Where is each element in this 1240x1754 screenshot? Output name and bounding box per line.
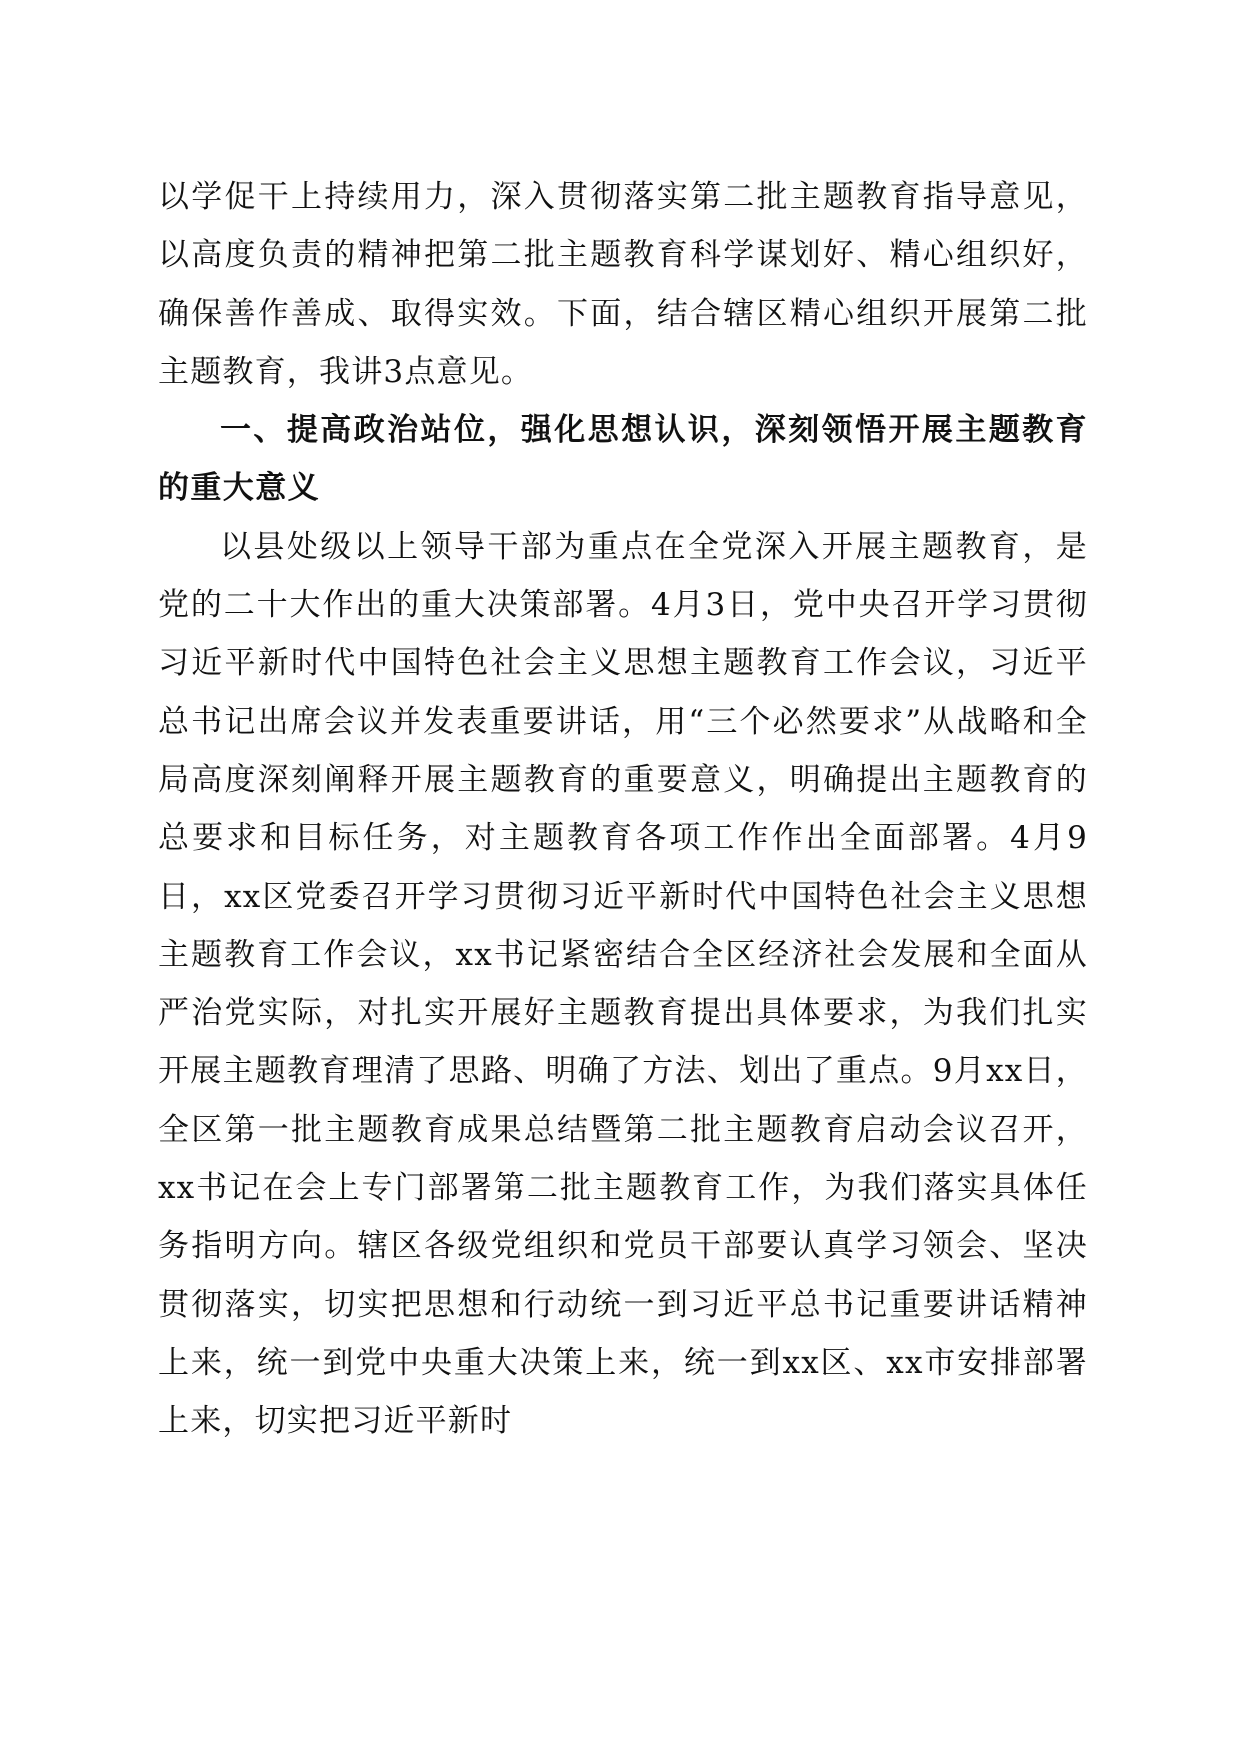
section-1-paragraph: 以县处级以上领导干部为重点在全党深入开展主题教育，是党的二十大作出的重大决策部署。4月3日，党中央召开学习贯彻习近平新时代中国特色社会主义思想主题教育工作会议，习近平总书记出席会议并发表重要讲话，用“三个必然要求”从战略和全局高度深刻阐释开展主题教育的重要意义，明确提出主题教育的总要求和目标任务，对主题教育各项工作作出全面部署。4月9日，xx区党委召开学习贯彻习近平新时代中国特色社会主义思想主题教育工作会议，xx书记紧密结合全区经济社会发展和全面从严治党实际，对扎实开展好主题教育提出具体要求，为我们扎实开展主题教育理清了思路、明确了方法、划出了重点。9月xx日，全区第一批主题教育成果总结暨第二批主题教育启动会议召开，xx书记在会上专门部署第二批主题教育工作，为我们落实具体任务指明方向。辖区各级党组织和党员干部要认真学习领会、坚决贯彻落实，切实把思想和行动统一到习近平总书记重要讲话精神上来，统一到党中央重大决策上来，统一到xx区、xx市安排部署上来，切实把习近平新时 bbox=[158, 528, 1088, 1440]
intro-paragraph: 以学促干上持续用力，深入贯彻落实第二批主题教育指导意见，以高度负责的精神把第二批主题教育科学谋划好、精心组织好，确保善作善成、取得实效。下面，结合辖区精心组织开展第二批主题教育，我讲3点意见。 bbox=[158, 179, 1088, 390]
section-heading-1: 一、提高政治站位，强化思想认识，深刻领悟开展主题教育的重大意义 bbox=[158, 412, 1088, 507]
document-body bbox=[158, 168, 1088, 1451]
